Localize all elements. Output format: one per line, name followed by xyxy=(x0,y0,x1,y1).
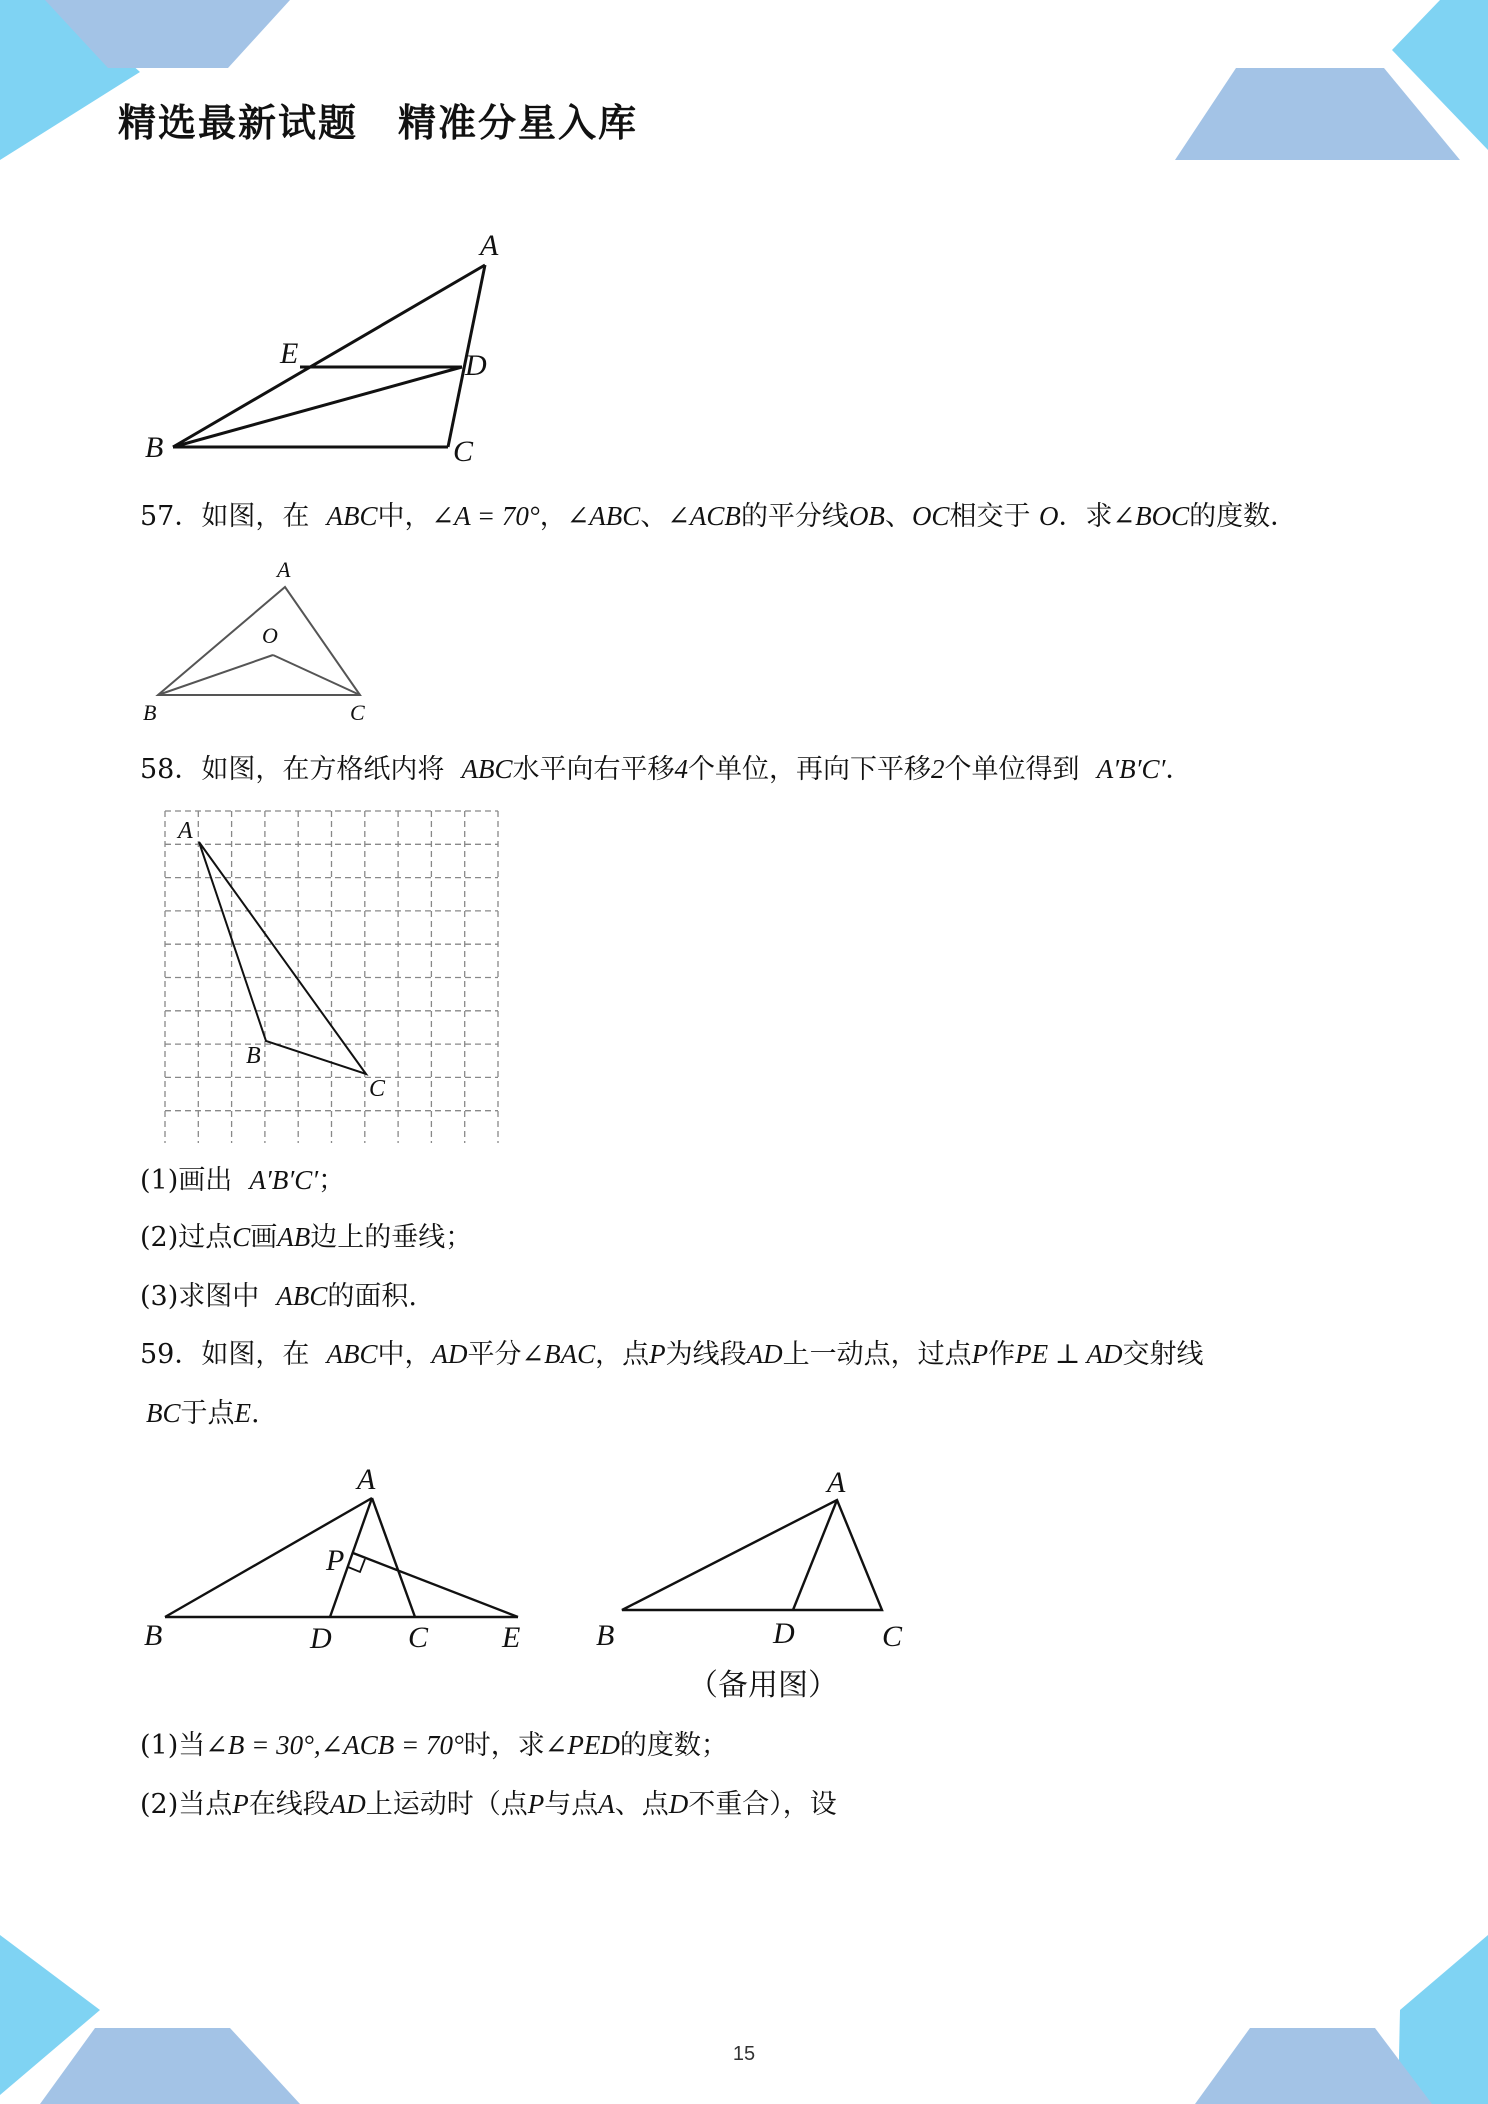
label-O: O xyxy=(262,623,278,648)
label-C: C xyxy=(408,1621,429,1654)
label-B: B xyxy=(145,431,164,464)
label-B: B xyxy=(596,1619,615,1652)
figure-q59-spare xyxy=(590,1460,920,1660)
question-59-part-1: (1)当∠B = 30°,∠ACB = 70°时，求∠PED的度数； xyxy=(140,1730,728,1761)
question-58-part-3: (3)求图中 ABC的面积. xyxy=(140,1281,418,1312)
label-A: A xyxy=(178,818,193,844)
label-B: B xyxy=(246,1043,261,1069)
header-title: 精选最新试题 精准分星入库 xyxy=(118,101,639,145)
figure-q59-main xyxy=(140,1460,540,1660)
question-57: 57．如图，在 ABC中，∠A = 70°，∠ABC、∠ACB的平分线OB、OC相交于 O．求∠BOC的度数． xyxy=(140,501,1298,532)
label-E: E xyxy=(502,1621,521,1654)
label-C: C xyxy=(369,1076,386,1102)
label-P: P xyxy=(326,1544,345,1577)
question-58-part-2: (2)过点C画AB边上的垂线； xyxy=(140,1222,473,1253)
label-C: C xyxy=(453,435,474,468)
label-D: D xyxy=(773,1617,795,1650)
label-A: A xyxy=(480,229,499,262)
figure-q56-triangle xyxy=(140,225,520,470)
label-C: C xyxy=(882,1620,903,1653)
question-58: 58．如图，在方格纸内将 ABC水平向右平移4个单位，再向下平移2个单位得到 A′B′C′． xyxy=(140,754,1193,785)
page-number: 15 xyxy=(732,2043,756,2065)
figure-caption: （备用图） xyxy=(688,1668,838,1703)
label-D: D xyxy=(465,349,487,382)
label-B: B xyxy=(143,700,157,725)
figure-q57-triangle xyxy=(140,555,380,730)
question-59-part-2: (2)当点P在线段AD上运动时（点P与点A、点D不重合），设 xyxy=(140,1789,837,1820)
label-A: A xyxy=(827,1466,846,1499)
figure-q58-grid xyxy=(162,808,507,1143)
label-A: A xyxy=(357,1463,376,1496)
label-D: D xyxy=(310,1622,332,1655)
label-C: C xyxy=(350,700,365,725)
label-B: B xyxy=(144,1619,163,1652)
label-E: E xyxy=(280,337,299,370)
question-59-line-1: 59．如图，在 ABC中，AD平分∠BAC，点P为线段AD上一动点，过点P作PE ⊥ AD交射线 xyxy=(140,1339,1204,1370)
question-59-line-2: BC于点E. xyxy=(146,1398,260,1429)
label-A: A xyxy=(277,557,291,582)
question-58-part-1: (1)画出 A′B′C′； xyxy=(140,1165,346,1196)
